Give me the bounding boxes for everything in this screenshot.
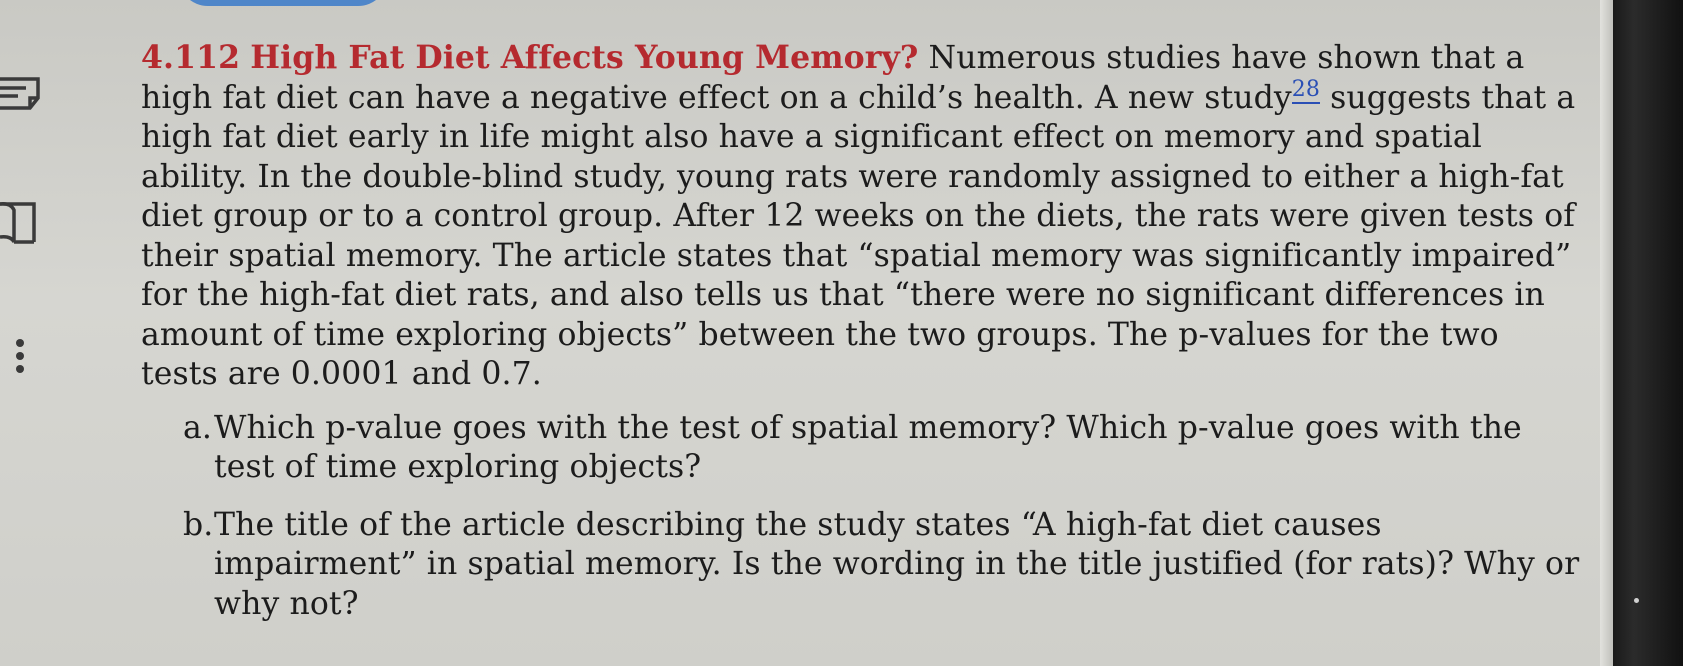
reference-link[interactable]: 28 [1291, 76, 1320, 102]
bezel-dot [1634, 598, 1639, 603]
more-options-icon[interactable] [14, 338, 26, 374]
problem-body: suggests that a high fat diet early in life might also have a significant effect on memory and spatial ability. In the double-blind study, young rats were randomly assigned to either a high-fat diet group or to a control group. After 12 weeks on the diets, the rats were given tests of their spatial memory. The article states that “spatial memory was significantly impaired” for the high-fat diet rats, and also tells us that “there were no significant differences in amount of time exploring objects” between the two groups. The p-values for the two tests are 0.0001 and 0.7. [141, 79, 1576, 392]
problem-body-intro: Numerous studies have shown that a high fat diet can have a negative effect on a child’s health. A new study [141, 40, 1525, 116]
part-b [141, 506, 1581, 625]
problem-number: 4.112 [141, 39, 241, 76]
problem-title: High Fat Diet Affects Young Memory? [250, 39, 919, 76]
problem-paragraph [141, 38, 1581, 395]
left-toolbar [0, 0, 60, 666]
part-a [141, 409, 1581, 488]
textbook-page [141, 38, 1581, 624]
part-a-label: a. [183, 409, 212, 446]
device-bezel [1613, 0, 1683, 666]
part-b-label: b. [183, 506, 214, 543]
page-gutter [1600, 0, 1614, 666]
book-icon[interactable] [0, 200, 46, 250]
part-a-text: Which p-value goes with the test of spatial memory? Which p-value goes with the test of time exploring objects? [214, 409, 1522, 485]
part-b-text: The title of the article describing the study states “A high-fat diet causes impairment” in spatial memory. Is the wording in the title justified (for rats)? Why or why not? [214, 506, 1580, 622]
note-icon[interactable] [0, 76, 46, 112]
top-decoration [178, 0, 388, 6]
